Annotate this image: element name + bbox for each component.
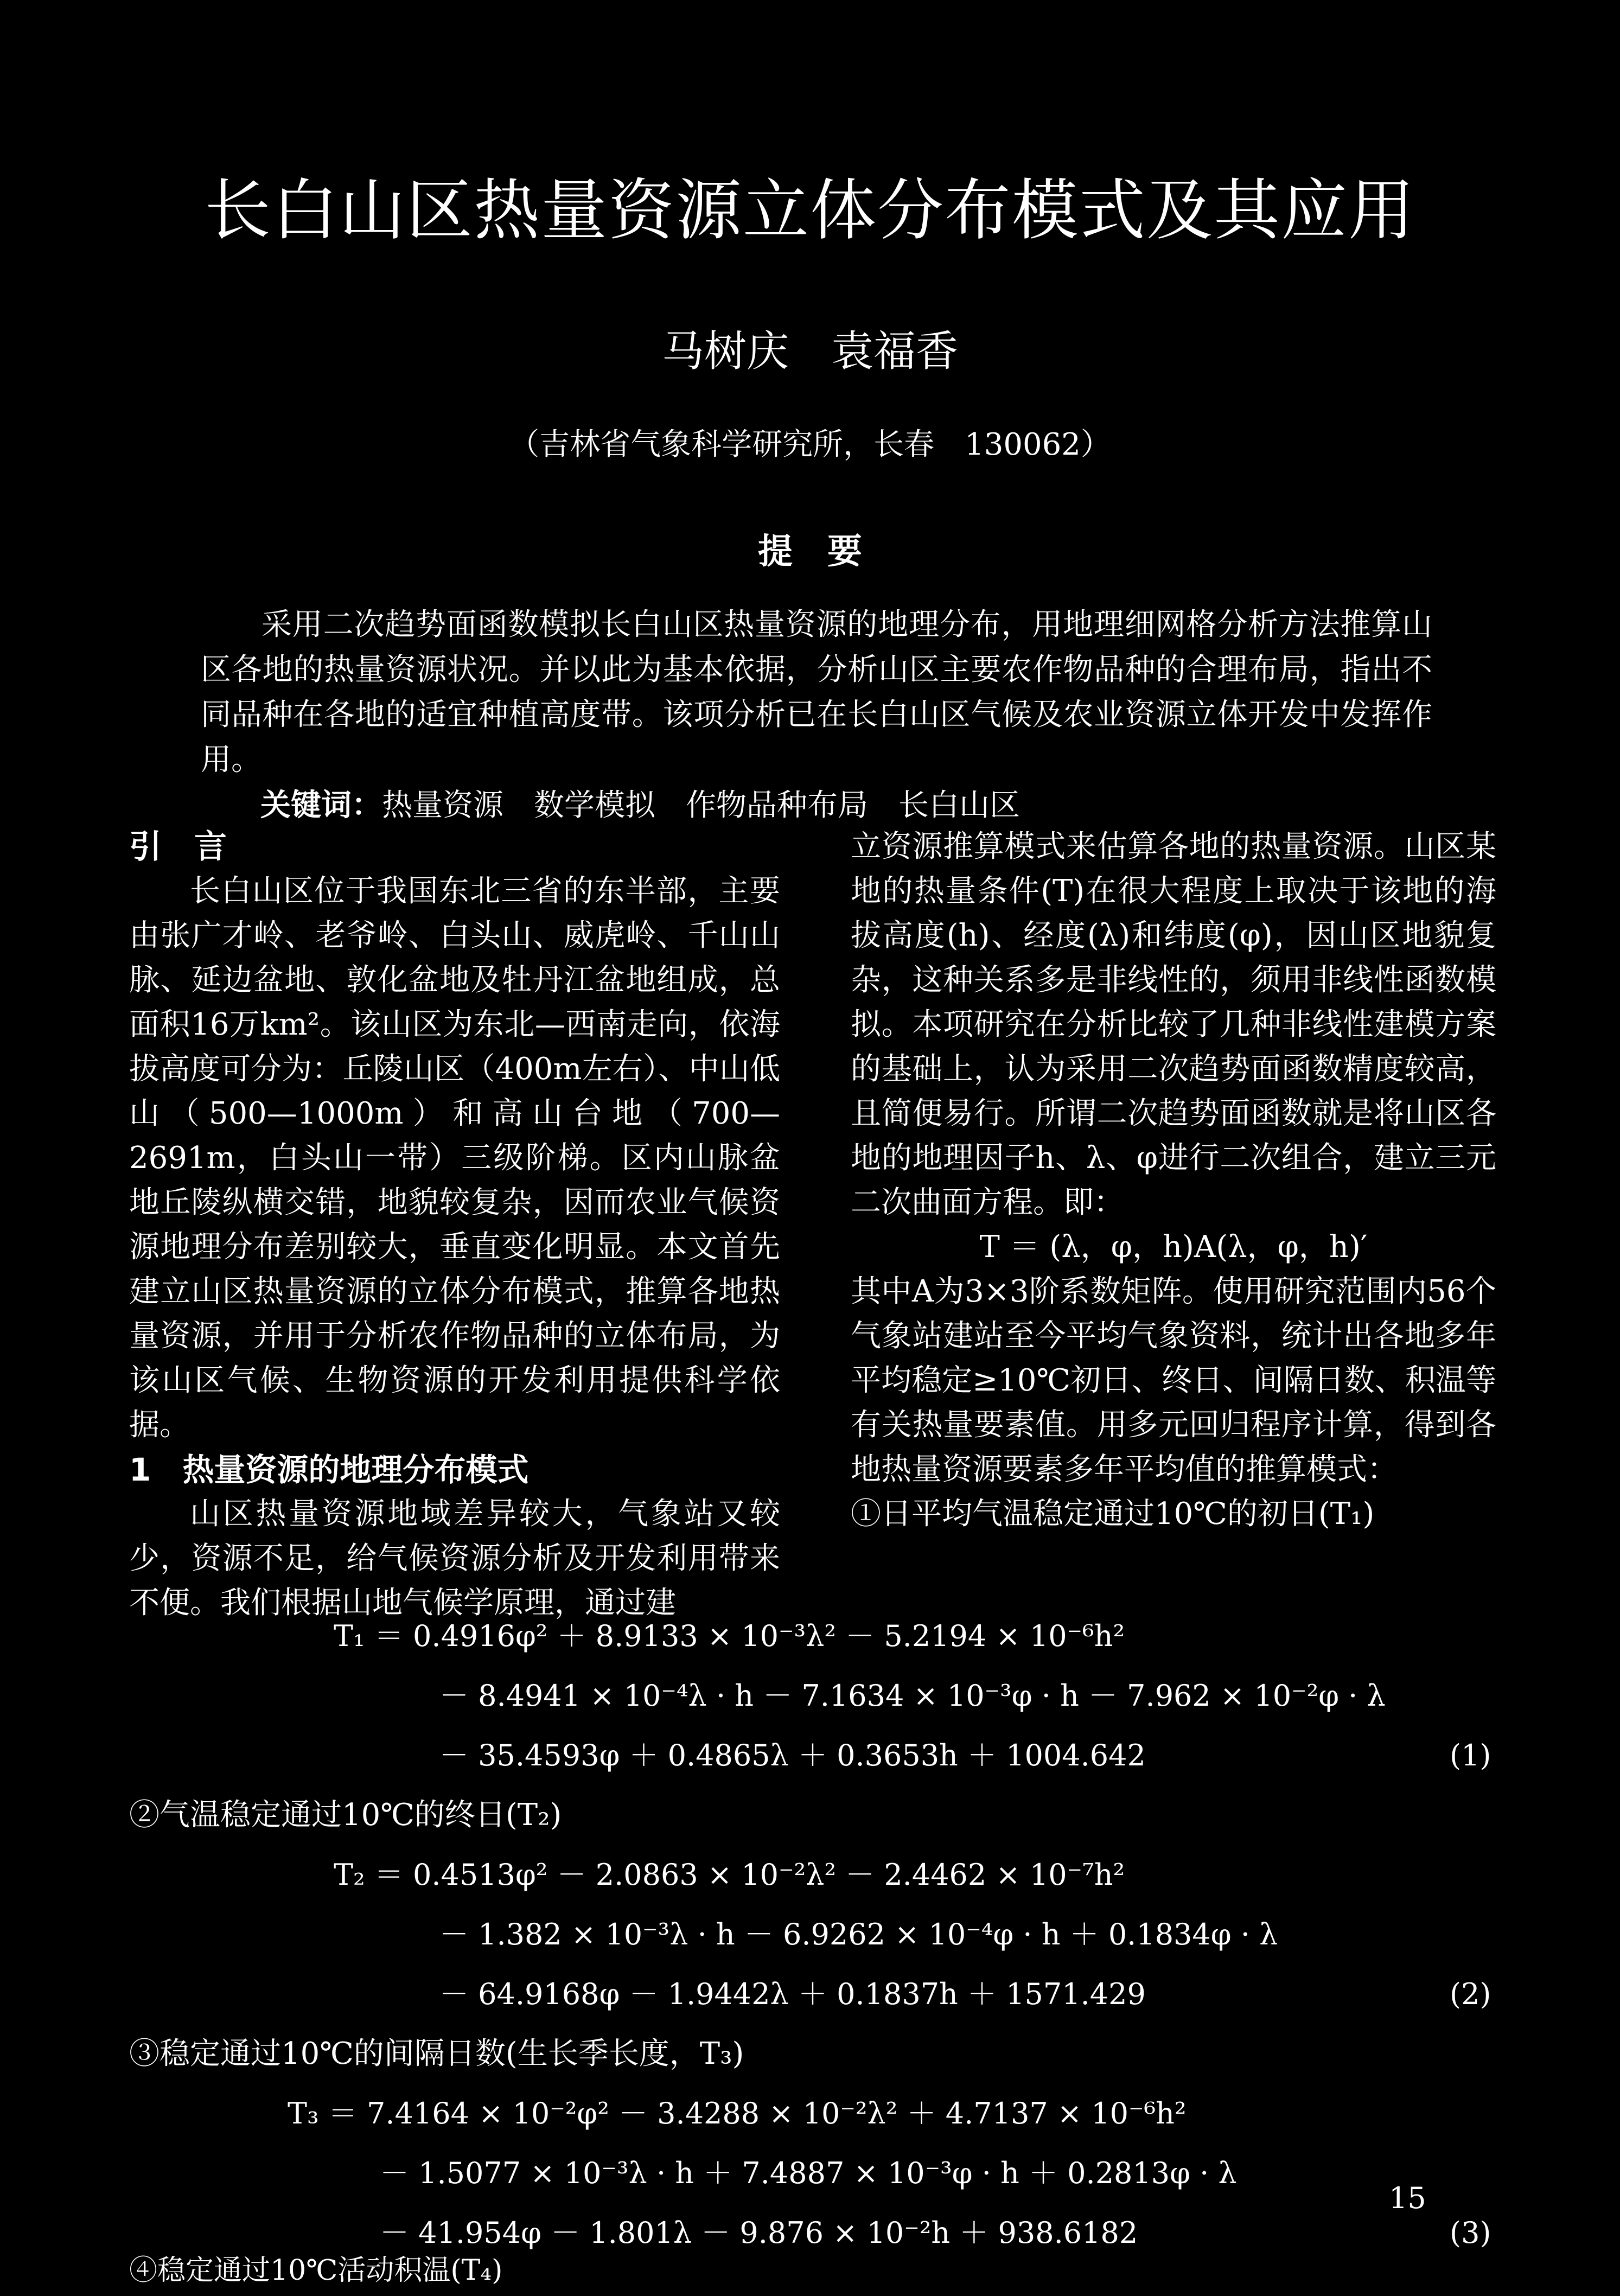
eq1-number: (1) — [1450, 1738, 1491, 1772]
eq1-line-2: － 8.4941 × 10⁻⁴λ · h － 7.1634 × 10⁻³φ · h － 7.962 × 10⁻²φ · λ — [439, 1679, 1386, 1713]
abstract-text: 采用二次趋势面函数模拟长白山区热量资源的地理分布，用地理细网格分析方法推算山区各地的热量资源状况。并以此为基本依据，分析山区主要农作物品种的合理布局，指出不同品种在各地的适宜种植高度带。该项分析已在长白山区气候及农业资源立体开发中发挥作用。 — [201, 607, 1432, 777]
right-column — [851, 825, 1496, 1536]
eq3-line-2: － 1.5077 × 10⁻³λ · h ＋ 7.4887 × 10⁻³φ · h ＋ 0.2813φ · λ — [380, 2156, 1237, 2190]
intro-heading: 引 言 — [129, 828, 227, 866]
matrix-equation: T ＝ (λ，φ，h)A(λ，φ，h)′ — [979, 1229, 1368, 1265]
right-paragraph-1: 立资源推算模式来估算各地的热量资源。山区某地的热量条件(T)在很大程度上取决于该地的海拔高度(h)、经度(λ)和纬度(φ)，因山区地貌复杂，这种关系多是非线性的，须用非线性函数模拟。本项研究在分析比较了几种非线性建模方案的基础上，认为采用二次趋势面函数精度较高，且简便易行。所谓二次趋势面函数就是将山区各地的地理因子h、λ、φ进行二次组合，建立三元二次曲面方程。即： — [851, 829, 1496, 1220]
paper-authors: 马树庆 袁福香 — [661, 327, 958, 376]
paper-affiliation: （吉林省气象科学研究所，长春 130062） — [509, 427, 1111, 462]
item-2-heading: ②气温稳定通过10℃的终日(T₂) — [129, 1797, 562, 1833]
section1-paragraph: 山区热量资源地域差异较大，气象站又较少，资源不足，给气候资源分析及开发利用带来不便。我们根据山地气候学原理，通过建 — [129, 1496, 780, 1621]
item-3-heading: ③稳定通过10℃的间隔日数(生长季长度，T₃) — [129, 2036, 744, 2071]
right-paragraph-2: 其中A为3×3阶系数矩阵。使用研究范围内56个气象站建站至今平均气象资料，统计出各地多年平均稳定≥10℃初日、终日、间隔日数、积温等有关热量要素值。用多元回归程序计算，得到各地热量资源要素多年平均值的推算模式： — [851, 1274, 1496, 1487]
eq2-number: (2) — [1450, 1977, 1491, 2011]
intro-paragraph: 长白山区位于我国东北三省的东半部，主要由张广才岭、老爷岭、白头山、威虎岭、千山山脉、延边盆地、敦化盆地及牡丹江盆地组成，总面积16万km²。该山区为东北—西南走向，依海拔高度可分为：丘陵山区（400m左右）、中山低山（500—1000m）和高山台地（700—2691m，白头山一带）三级阶梯。区内山脉盆地丘陵纵横交错，地貌较复杂，因而农业气候资源地理分布差别较大，垂直变化明显。本文首先建立山区热量资源的立体分布模式，推算各地热量资源，并用于分析农作物品种的立体布局，为该山区气候、生物资源的开发利用提供科学依据。 — [129, 873, 780, 1443]
eq2-line-1: T₂ ＝ 0.4513φ² － 2.0863 × 10⁻²λ² － 2.4462 × 10⁻⁷h² — [334, 1858, 1125, 1892]
item-4-heading: ④稳定通过10℃活动积温(T₄) — [129, 2254, 503, 2287]
eq3-number: (3) — [1450, 2216, 1491, 2250]
eq1-line-3: － 35.4593φ ＋ 0.4865λ ＋ 0.3653h ＋ 1004.642 — [439, 1738, 1146, 1772]
left-column — [129, 825, 780, 1625]
eq3-line-3: － 41.954φ － 1.801λ － 9.876 × 10⁻²h ＋ 938.6182 — [380, 2216, 1138, 2250]
item-1-heading: ①日平均气温稳定通过10℃的初日(T₁) — [851, 1496, 1375, 1532]
keywords — [260, 781, 1454, 825]
eq2-line-3: － 64.9168φ － 1.9442λ ＋ 0.1837h ＋ 1571.429 — [439, 1977, 1146, 2011]
keywords-list: 热量资源 数学模拟 作物品种布局 长白山区 — [382, 788, 1020, 823]
keywords-label: 关键词： — [260, 788, 382, 823]
paper-title: 长白山区热量资源立体分布模式及其应用 — [205, 172, 1415, 249]
section1-heading: 1 热量资源的地理分布模式 — [129, 1451, 529, 1488]
eq2-line-2: － 1.382 × 10⁻³λ · h － 6.9262 × 10⁻⁴φ · h ＋ 0.1834φ · λ — [439, 1917, 1278, 1951]
abstract-heading: 提 要 — [758, 532, 862, 572]
page-number: 15 — [1389, 2181, 1426, 2215]
eq3-line-1: T₃ ＝ 7.4164 × 10⁻²φ² － 3.4288 × 10⁻²λ² ＋ 4.7137 × 10⁻⁶h² — [288, 2096, 1187, 2131]
eq1-line-1: T₁ ＝ 0.4916φ² ＋ 8.9133 × 10⁻³λ² － 5.2194 × 10⁻⁶h² — [334, 1619, 1125, 1653]
